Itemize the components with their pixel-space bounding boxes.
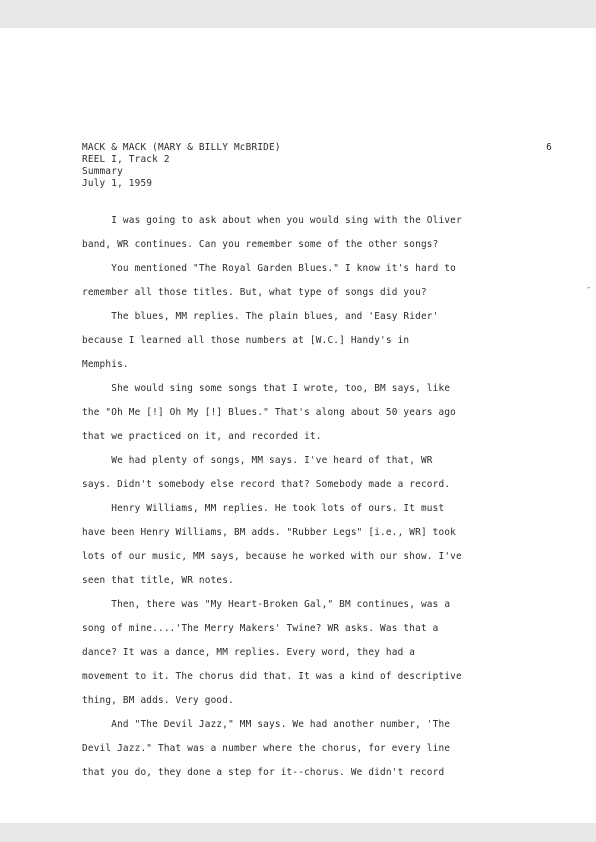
body-line: lots of our music, MM says, because he worked with our show. I've — [82, 551, 462, 562]
document-page — [0, 28, 596, 823]
header-title: MACK & MACK (MARY & BILLY McBRIDE) — [82, 142, 281, 153]
body-line: band, WR continues. Can you remember some of the other songs? — [82, 239, 439, 250]
document-body — [82, 209, 552, 785]
body-line: says. Didn't somebody else record that? Somebody made a record. — [82, 479, 451, 490]
body-line: that we practiced on it, and recorded it. — [82, 431, 322, 442]
body-line: Memphis. — [82, 359, 129, 370]
body-line: that you do, they done a step for it--chorus. We didn't record — [82, 767, 445, 778]
body-line: remember all those titles. But, what type of songs did you? — [82, 287, 427, 298]
body-line: because I learned all those numbers at [W.C.] Handy's in — [82, 335, 410, 346]
body-line: Then, there was "My Heart-Broken Gal," BM continues, was a — [82, 599, 451, 610]
body-line: She would sing some songs that I wrote, too, BM says, like — [82, 383, 451, 394]
body-line: You mentioned "The Royal Garden Blues." I know it's hard to — [82, 263, 457, 274]
header-date: July 1, 1959 — [82, 178, 153, 189]
header-type: Summary — [82, 166, 123, 177]
body-line: Henry Williams, MM replies. He took lots of ours. It must — [82, 503, 445, 514]
document-header — [82, 142, 552, 190]
body-line: And "The Devil Jazz," MM says. We had another number, 'The — [82, 719, 451, 730]
body-line: have been Henry Williams, BM adds. "Rubber Legs" [i.e., WR] took — [82, 527, 457, 538]
header-reel: REEL I, Track 2 — [82, 154, 170, 165]
body-line: the "Oh Me [!] Oh My [!] Blues." That's along about 50 years ago — [82, 407, 457, 418]
body-line: I was going to ask about when you would sing with the Oliver — [82, 215, 462, 226]
body-line: song of mine....'The Merry Makers' Twine? WR asks. Was that a — [82, 623, 439, 634]
margin-mark: - — [586, 283, 592, 293]
body-line: movement to it. The chorus did that. It was a kind of descriptive — [82, 671, 462, 682]
body-line: The blues, MM replies. The plain blues, and 'Easy Rider' — [82, 311, 439, 322]
page-number: 6 — [546, 142, 552, 153]
body-line: seen that title, WR notes. — [82, 575, 234, 586]
body-line: We had plenty of songs, MM says. I've heard of that, WR — [82, 455, 433, 466]
body-line: dance? It was a dance, MM replies. Every word, they had a — [82, 647, 416, 658]
body-line: thing, BM adds. Very good. — [82, 695, 234, 706]
body-line: Devil Jazz." That was a number where the chorus, for every line — [82, 743, 451, 754]
